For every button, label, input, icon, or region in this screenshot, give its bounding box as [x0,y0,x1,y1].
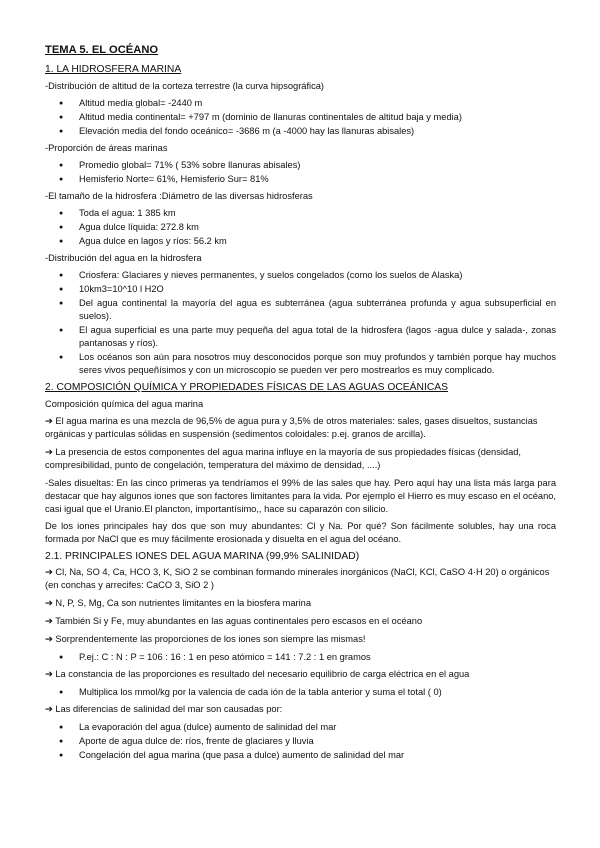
list-item: ● Agua dulce en lagos y ríos: 56.2 km [79,235,556,248]
list-item: ● Criosfera: Glaciares y nieves permanentes, y suelos congelados (como los suelos de Alaska) [79,269,556,282]
valence-list [45,686,556,699]
arrow-paragraph: ➔ La presencia de estos componentes del agua marina influye en la mayoría de sus propiedades físicas (densidad, compresibilidad, punto de congelación, temperatura del máximo de densidad, ....) [45,447,522,470]
section-1-list-2 [45,159,556,186]
list-item: ● La evaporación del agua (dulce) aumento de salinidad del mar [79,721,556,734]
section-1-list-3 [45,207,556,248]
list-item: ● Del agua continental la mayoría del agua es subterránea (agua subterránea profunda y agua subsuperficial en suelos). [79,297,556,323]
arrow-paragraph: ➔ Las diferencias de salinidad del mar son causadas por: [45,704,283,714]
section-1-intro-3: -El tamaño de la hidrosfera :Diámetro de las diversas hidrosferas [45,191,313,201]
list-item: ● Congelación del agua marina (que pasa a dulce) aumento de salinidad del mar [79,749,556,762]
list-item: ● Altitud media global= -2440 m [79,97,556,110]
list-item: ● Agua dulce líquida: 272.8 km [79,221,556,234]
arrow-paragraph: ➔ La constancia de las proporciones es resultado del necesario equilibrio de carga eléctrica en el agua [45,669,470,679]
list-item: ● Aporte de agua dulce de: ríos, frente de glaciares y lluvia [79,735,556,748]
list-item: ● P.ej.: C : N : P = 106 : 16 : 1 en peso atómico = 141 : 7.2 : 1 en gramos [79,651,556,664]
list-item: ● 10km3=10^10 l H2O [79,283,556,296]
list-item: ● Toda el agua: 1 385 km [79,207,556,220]
list-item: ● Altitud media continental= +797 m (dominio de llanuras continentales de altitud baja y media) [79,111,556,124]
section-1-list-4 [45,269,556,377]
section-1-intro-1: -Distribución de altitud de la corteza terrestre (la curva hipsográfica) [45,81,325,91]
list-item: ● El agua superficial es una parte muy pequeña del agua total de la hidrosfera (lagos -agua dulce y salada-, zonas pantanosas y ríos). [79,324,556,350]
section-2-1-heading: 2.1. PRINCIPALES IONES DEL AGUA MARINA (99,9% SALINIDAD) [45,551,360,562]
arrow-paragraph: ➔ Sorprendentemente las proporciones de los iones son siempre las mismas! [45,634,366,644]
list-item: ● Promedio global= 71% ( 53% sobre llanuras abisales) [79,159,556,172]
section-2-heading: 2. COMPOSICIÓN QUÍMICA Y PROPIEDADES FÍSICAS DE LAS AGUAS OCEÁNICAS [45,382,449,393]
salinity-causes-list [45,721,556,762]
list-item: ● Elevación media del fondo oceánico= -3686 m (a -4000 hay las llanuras abisales) [79,125,556,138]
section-2-subheading: Composición química del agua marina [45,399,204,409]
arrow-paragraph: ➔ N, P, S, Mg, Ca son nutrientes limitantes en la biosfera marina [45,598,311,608]
document-title: TEMA 5. EL OCÉANO [45,44,159,56]
ratio-list [45,651,556,664]
section-1-intro-4: -Distribución del agua en la hidrosfera [45,253,202,263]
list-item: ● Multiplica los mmol/kg por la valencia de cada ión de la tabla anterior y suma el total ( 0) [79,686,556,699]
list-item: ● Los océanos son aún para nosotros muy desconocidos porque son muy profundos y también porque hay muchos seres vivos pequeñísimos y con un microscopio se pueden ver pero mostrearlos es muy complicado. [79,351,556,377]
list-item: ● Hemisferio Norte= 61%, Hemisferio Sur= 81% [79,173,556,186]
paragraph-sales-disueltas: -Sales disueltas: En las cinco primeras ya tendríamos el 99% de las sales que hay. Pero aquí hay una lista más larga para destacar que hay algunos iones que son factores limitantes para la vida. Por ejemplo el Hierro es muy escaso en el océano, casi igual que el Uranio.El plancton, importantísimo,, hace su caparazón con silicio. [45,478,556,514]
paragraph-iones-principales: De los iones principales hay dos que son muy abundantes: Cl y Na. Por qué? Son fácilmente solubles, hay una roca formada por NaCl que es muy fácilmente erosionada y disuelta en el agua del océano. [45,521,556,544]
arrow-paragraph: ➔ Cl, Na, SO 4, Ca, HCO 3, K, SiO 2 se combinan formando minerales inorgánicos (NaCl, KCl, CaSO 4·H 20) o orgánicos (en conchas y arrecifes: CaCO 3, SiO 2 ) [45,567,550,590]
section-1-heading: 1. LA HIDROSFERA MARINA [45,64,182,75]
arrow-paragraph: ➔ También Si y Fe, muy abundantes en las aguas continentales pero escasos en el océano [45,616,423,626]
section-1-list-1 [45,97,556,138]
section-1-intro-2: -Proporción de áreas marinas [45,143,168,153]
arrow-paragraph: ➔ El agua marina es una mezcla de 96,5% de agua pura y 3,5% de otros materiales: sales, gases disueltos, sustancias orgánicas y partículas sólidas en suspensión (sedimentos coloidales: p.ej. granos de arcilla). [45,416,538,439]
